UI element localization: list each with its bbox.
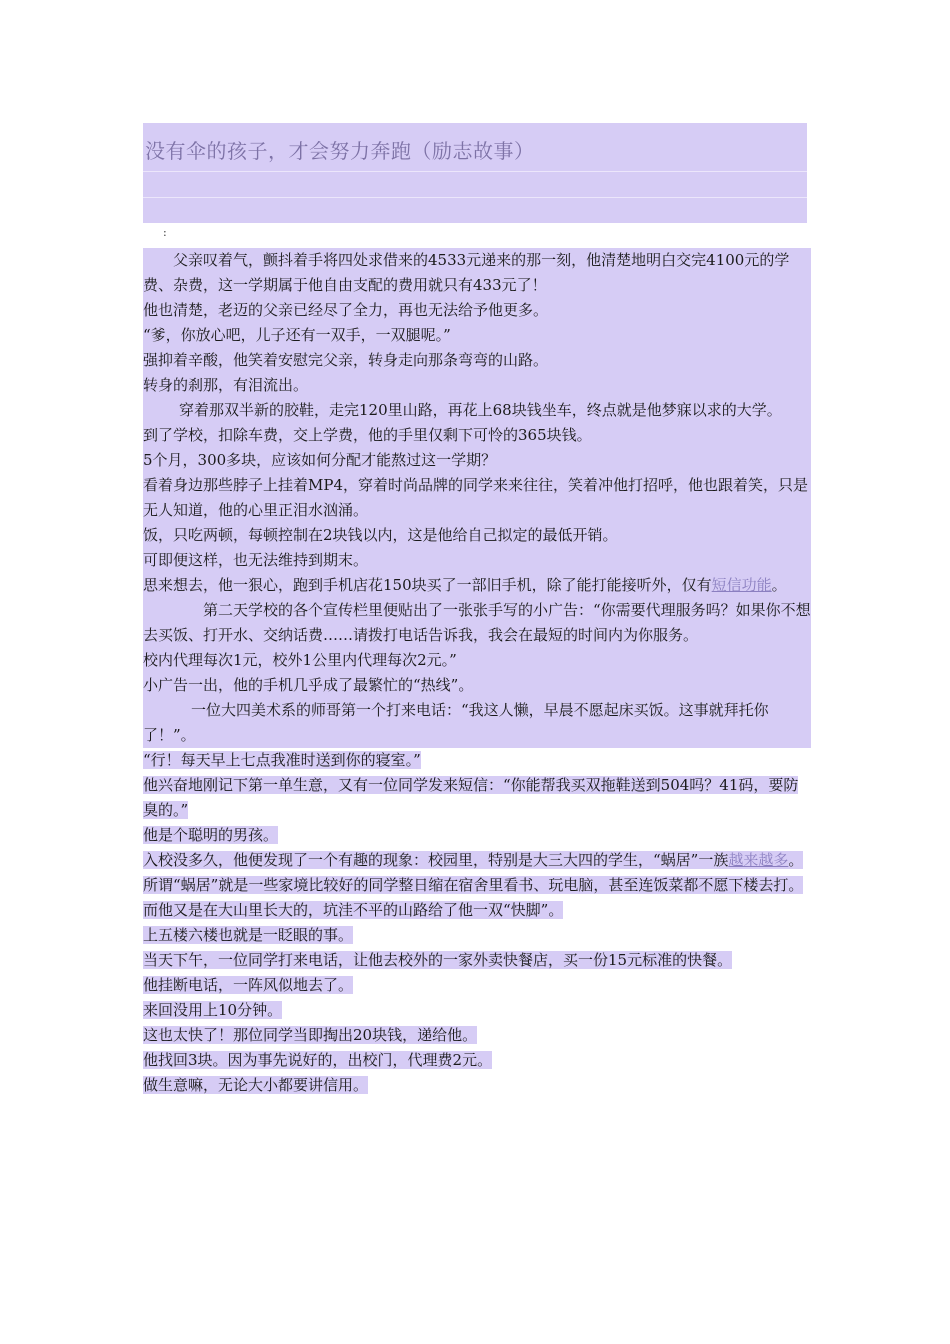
paragraph: 上五楼六楼也就是一眨眼的事。 — [143, 926, 354, 944]
paragraph: 他也清楚，老迈的父亲已经尽了全力，再也无法给予他更多。 — [143, 301, 549, 319]
divider — [143, 171, 807, 172]
paragraph: 一位大四美术系的师哥第一个打来电话：“我这人懒，早晨不愿起床买饭。这事就拜托你了！”。 — [143, 701, 769, 744]
paragraph: 穿着那双半新的胶鞋，走完120里山路，再花上68块钱坐车，终点就是他梦寐以求的大学。 — [179, 401, 782, 419]
paragraph: 他挂断电话，一阵风似地去了。 — [143, 976, 354, 994]
paragraph: 他兴奋地刚记下第一单生意，又有一位同学发来短信：“你能帮我买双拖鞋送到504吗？41码，要防臭的。” — [143, 776, 799, 819]
punctuation: 。 — [788, 851, 804, 869]
article-body — [143, 248, 811, 1098]
paragraph: 他找回3块。因为事先说好的，出校门，代理费2元。 — [143, 1051, 493, 1069]
sms-feature-link[interactable]: 短信功能 — [711, 576, 772, 594]
paragraph-text: 思来想去，他一狠心，跑到手机店花150块买了一部旧手机，除了能打能接听外，仅有 — [143, 576, 712, 594]
paragraph: 小广告一出，他的手机几乎成了最繁忙的“热线”。 — [143, 676, 474, 694]
paragraph: 这也太快了！那位同学当即掏出20块钱，递给他。 — [143, 1026, 478, 1044]
page-title: 没有伞的孩子，才会努力奔跑（励志故事） — [145, 139, 535, 163]
paragraph: “行！每天早上七点我准时送到你的寝室。” — [143, 751, 421, 769]
paragraph: 强抑着辛酸，他笑着安慰完父亲，转身走向那条弯弯的山路。 — [143, 351, 549, 369]
paragraph: 5个月，300多块，应该如何分配才能熬过这一学期？ — [143, 451, 497, 469]
colon-mark: : — [163, 226, 167, 239]
paragraph: 到了学校，扣除车费，交上学费，他的手里仅剩下可怜的365块钱。 — [143, 426, 592, 444]
more-and-more-link[interactable]: 越来越多 — [728, 851, 789, 869]
paragraph: 可即便这样，也无法维持到期末。 — [143, 551, 369, 569]
paragraph-text: 入校没多久，他便发现了一个有趣的现象：校园里，特别是大三大四的学生，“蜗居”一族 — [143, 851, 729, 869]
highlighted-block — [143, 248, 811, 748]
paragraph — [143, 573, 811, 598]
punctuation: 。 — [771, 576, 787, 594]
paragraph: 做生意嘛，无论大小都要讲信用。 — [143, 1076, 369, 1094]
paragraph: 当天下午，一位同学打来电话，让他去校外的一家外卖快餐店，买一份15元标准的快餐。 — [143, 951, 733, 969]
paragraph: 而他又是在大山里长大的，坑洼不平的山路给了他一双“快脚”。 — [143, 901, 564, 919]
paragraph: 转身的刹那，有泪流出。 — [143, 376, 309, 394]
paragraph: 校内代理每次1元，校外1公里内代理每次2元。” — [143, 651, 457, 669]
paragraph — [143, 851, 803, 869]
divider — [143, 197, 807, 198]
paragraph: “爹，你放心吧，儿子还有一双手，一双腿呢。” — [143, 326, 451, 344]
paragraph: 看着身边那些脖子上挂着MP4，穿着时尚品牌的同学来来往往，笑着冲他打招呼，他也跟着笑，只是无人知道，他的心里正泪水汹涌。 — [143, 476, 808, 519]
paragraph: 第二天学校的各个宣传栏里便贴出了一张张手写的小广告：“你需要代理服务吗？如果你不想去买饭、打开水、交纳话费……请拨打电话告诉我，我会在最短的时间内为你服务。 — [143, 601, 811, 644]
paragraph: 饭，只吃两顿，每顿控制在2块钱以内，这是他给自己拟定的最低开销。 — [143, 526, 618, 544]
paragraph: 父亲叹着气，颤抖着手将四处求借来的4533元递来的那一刻，他清楚地明白交完4100元的学费、杂费，这一学期属于他自由支配的费用就只有433元了！ — [143, 251, 790, 294]
paragraph: 他是个聪明的男孩。 — [143, 826, 279, 844]
paragraph: 所谓“蜗居”就是一些家境比较好的同学整日缩在宿舍里看书、玩电脑，甚至连饭菜都不愿下楼去打。 — [143, 876, 804, 894]
paragraph: 来回没用上10分钟。 — [143, 1001, 283, 1019]
title-banner — [143, 123, 807, 223]
line-highlight-block — [143, 748, 811, 1098]
